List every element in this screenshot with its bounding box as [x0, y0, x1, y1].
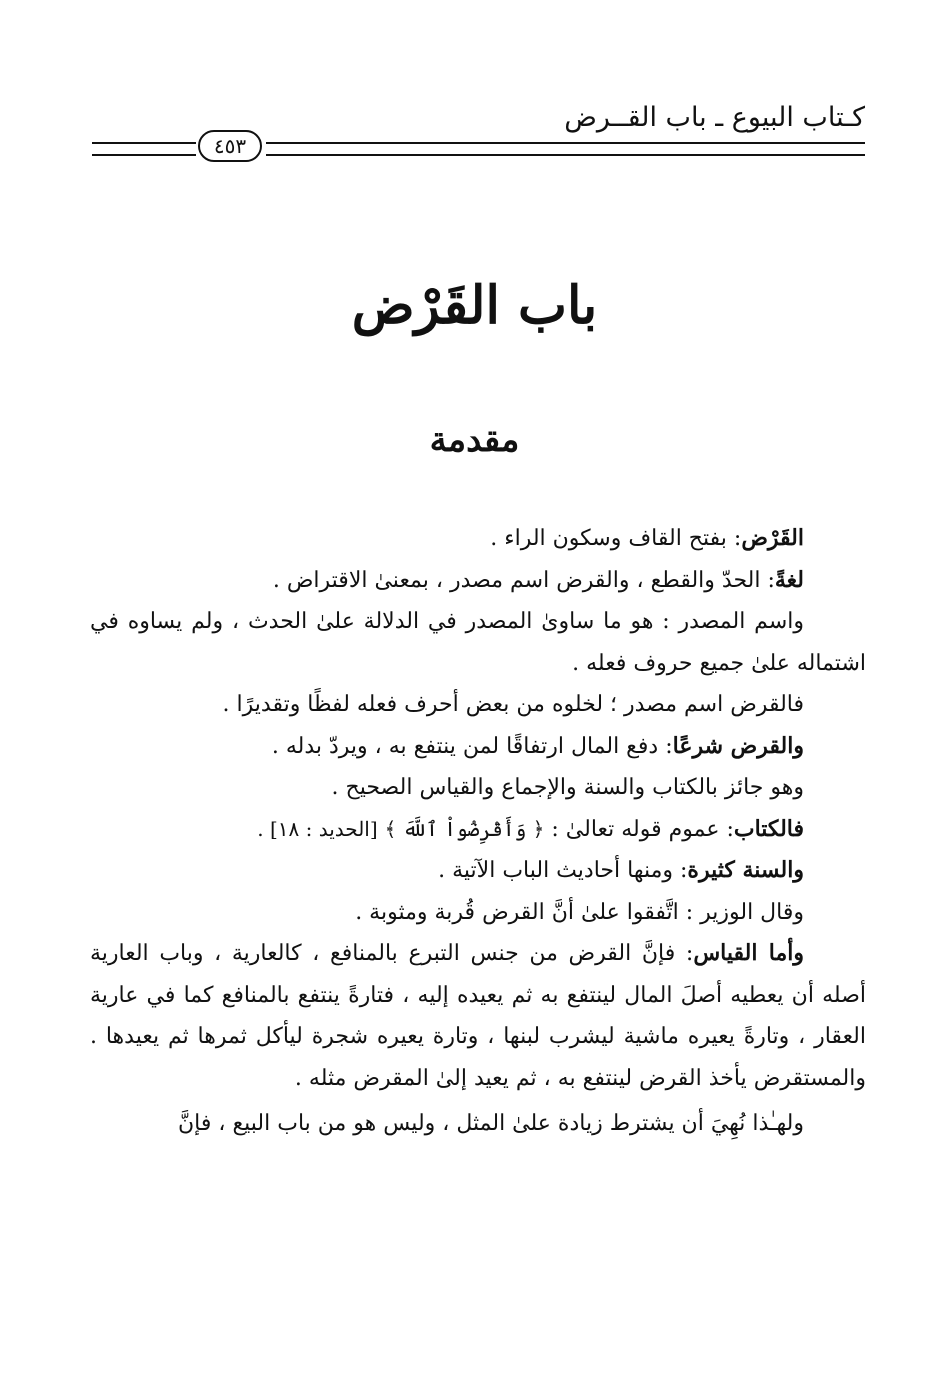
running-title: كـتاب البيوع ـ باب القــرض: [564, 102, 865, 133]
paragraph: [90, 809, 866, 851]
header-rule-left: [92, 142, 196, 156]
paragraph: [90, 518, 866, 560]
page-number: ٤٥٣: [198, 130, 262, 162]
paragraph: [90, 601, 866, 684]
paragraph: [90, 560, 866, 602]
term: والسنة كثيرة: [687, 857, 804, 883]
definition: : فإنَّ القرض من جنس التبرع بالمنافع ، كالعارية ، وباب العارية أصله أن يعطيه أصلَ المال لينتفع به ثم يعيده إليه ، فتارةً ينتفع بالمنافع كما في عارية العقار ، وتارةً يعيره ماشية ليشرب لبنها ، وتارة يعيره شجرة ليأكل ثمرها ثم يعيدها . والمستقرض يأخذ القرض لينتفع به ، ثم يعيد إلىٰ المقرض مثله .: [90, 941, 866, 1091]
paragraph-text: فالقرض اسم مصدر ؛ لخلوه من بعض أحرف فعله لفظًا وتقديرًا .: [222, 692, 804, 717]
verse-reference: [الحديد : ١٨] .: [257, 816, 378, 841]
term: وأما القياس: [693, 940, 804, 966]
paragraph-text: ولهـٰذا نُهِيَ أن يشترط زيادة علىٰ المثل ، وليس هو من باب البيع ، فإنَّ: [177, 1111, 804, 1136]
chapter-title: باب القَرْض: [351, 275, 598, 336]
paragraph-text: وهو جائز بالكتاب والسنة والإجماع والقياس الصحيح .: [331, 775, 804, 800]
paragraph: [90, 767, 866, 809]
body-text: [90, 518, 866, 1145]
definition: : عموم قوله تعالىٰ :: [551, 816, 734, 842]
page-header: [92, 100, 865, 160]
paragraph: [90, 1103, 866, 1145]
paragraph: [90, 933, 866, 1099]
paragraph: [90, 684, 866, 726]
term: لغةً: [774, 566, 804, 593]
quran-verse: ﴿ وَأَقْرِضُواْ ٱللَّهَ ﴾: [384, 816, 545, 841]
section-title: مقدمة: [429, 420, 520, 460]
term: والقرض شرعًا: [672, 732, 804, 759]
definition: : دفع المال ارتفاقًا لمن ينتفع به ، ويردّ بدله .: [271, 733, 673, 759]
term: القَرْض: [741, 525, 804, 551]
paragraph: [90, 850, 866, 892]
term: فالكتاب: [733, 815, 804, 842]
definition: : الحدّ والقطع ، والقرض اسم مصدر ، بمعنىٰ الاقتراض .: [272, 567, 775, 593]
paragraph: [90, 892, 866, 934]
definition: : بفتح القاف وسكون الراء .: [490, 526, 742, 551]
paragraph-text: واسم المصدر : هو ما ساوىٰ المصدر في الدلالة علىٰ الحدث ، ولم يساوه في اشتماله علىٰ جميع حروف فعله .: [90, 609, 866, 676]
paragraph: [90, 726, 866, 768]
header-rule-right: [266, 142, 865, 156]
paragraph-text: وقال الوزير : اتَّفقوا علىٰ أنَّ القرض قُربة ومثوبة .: [355, 899, 804, 925]
definition: : ومنها أحاديث الباب الآتية .: [438, 858, 688, 883]
